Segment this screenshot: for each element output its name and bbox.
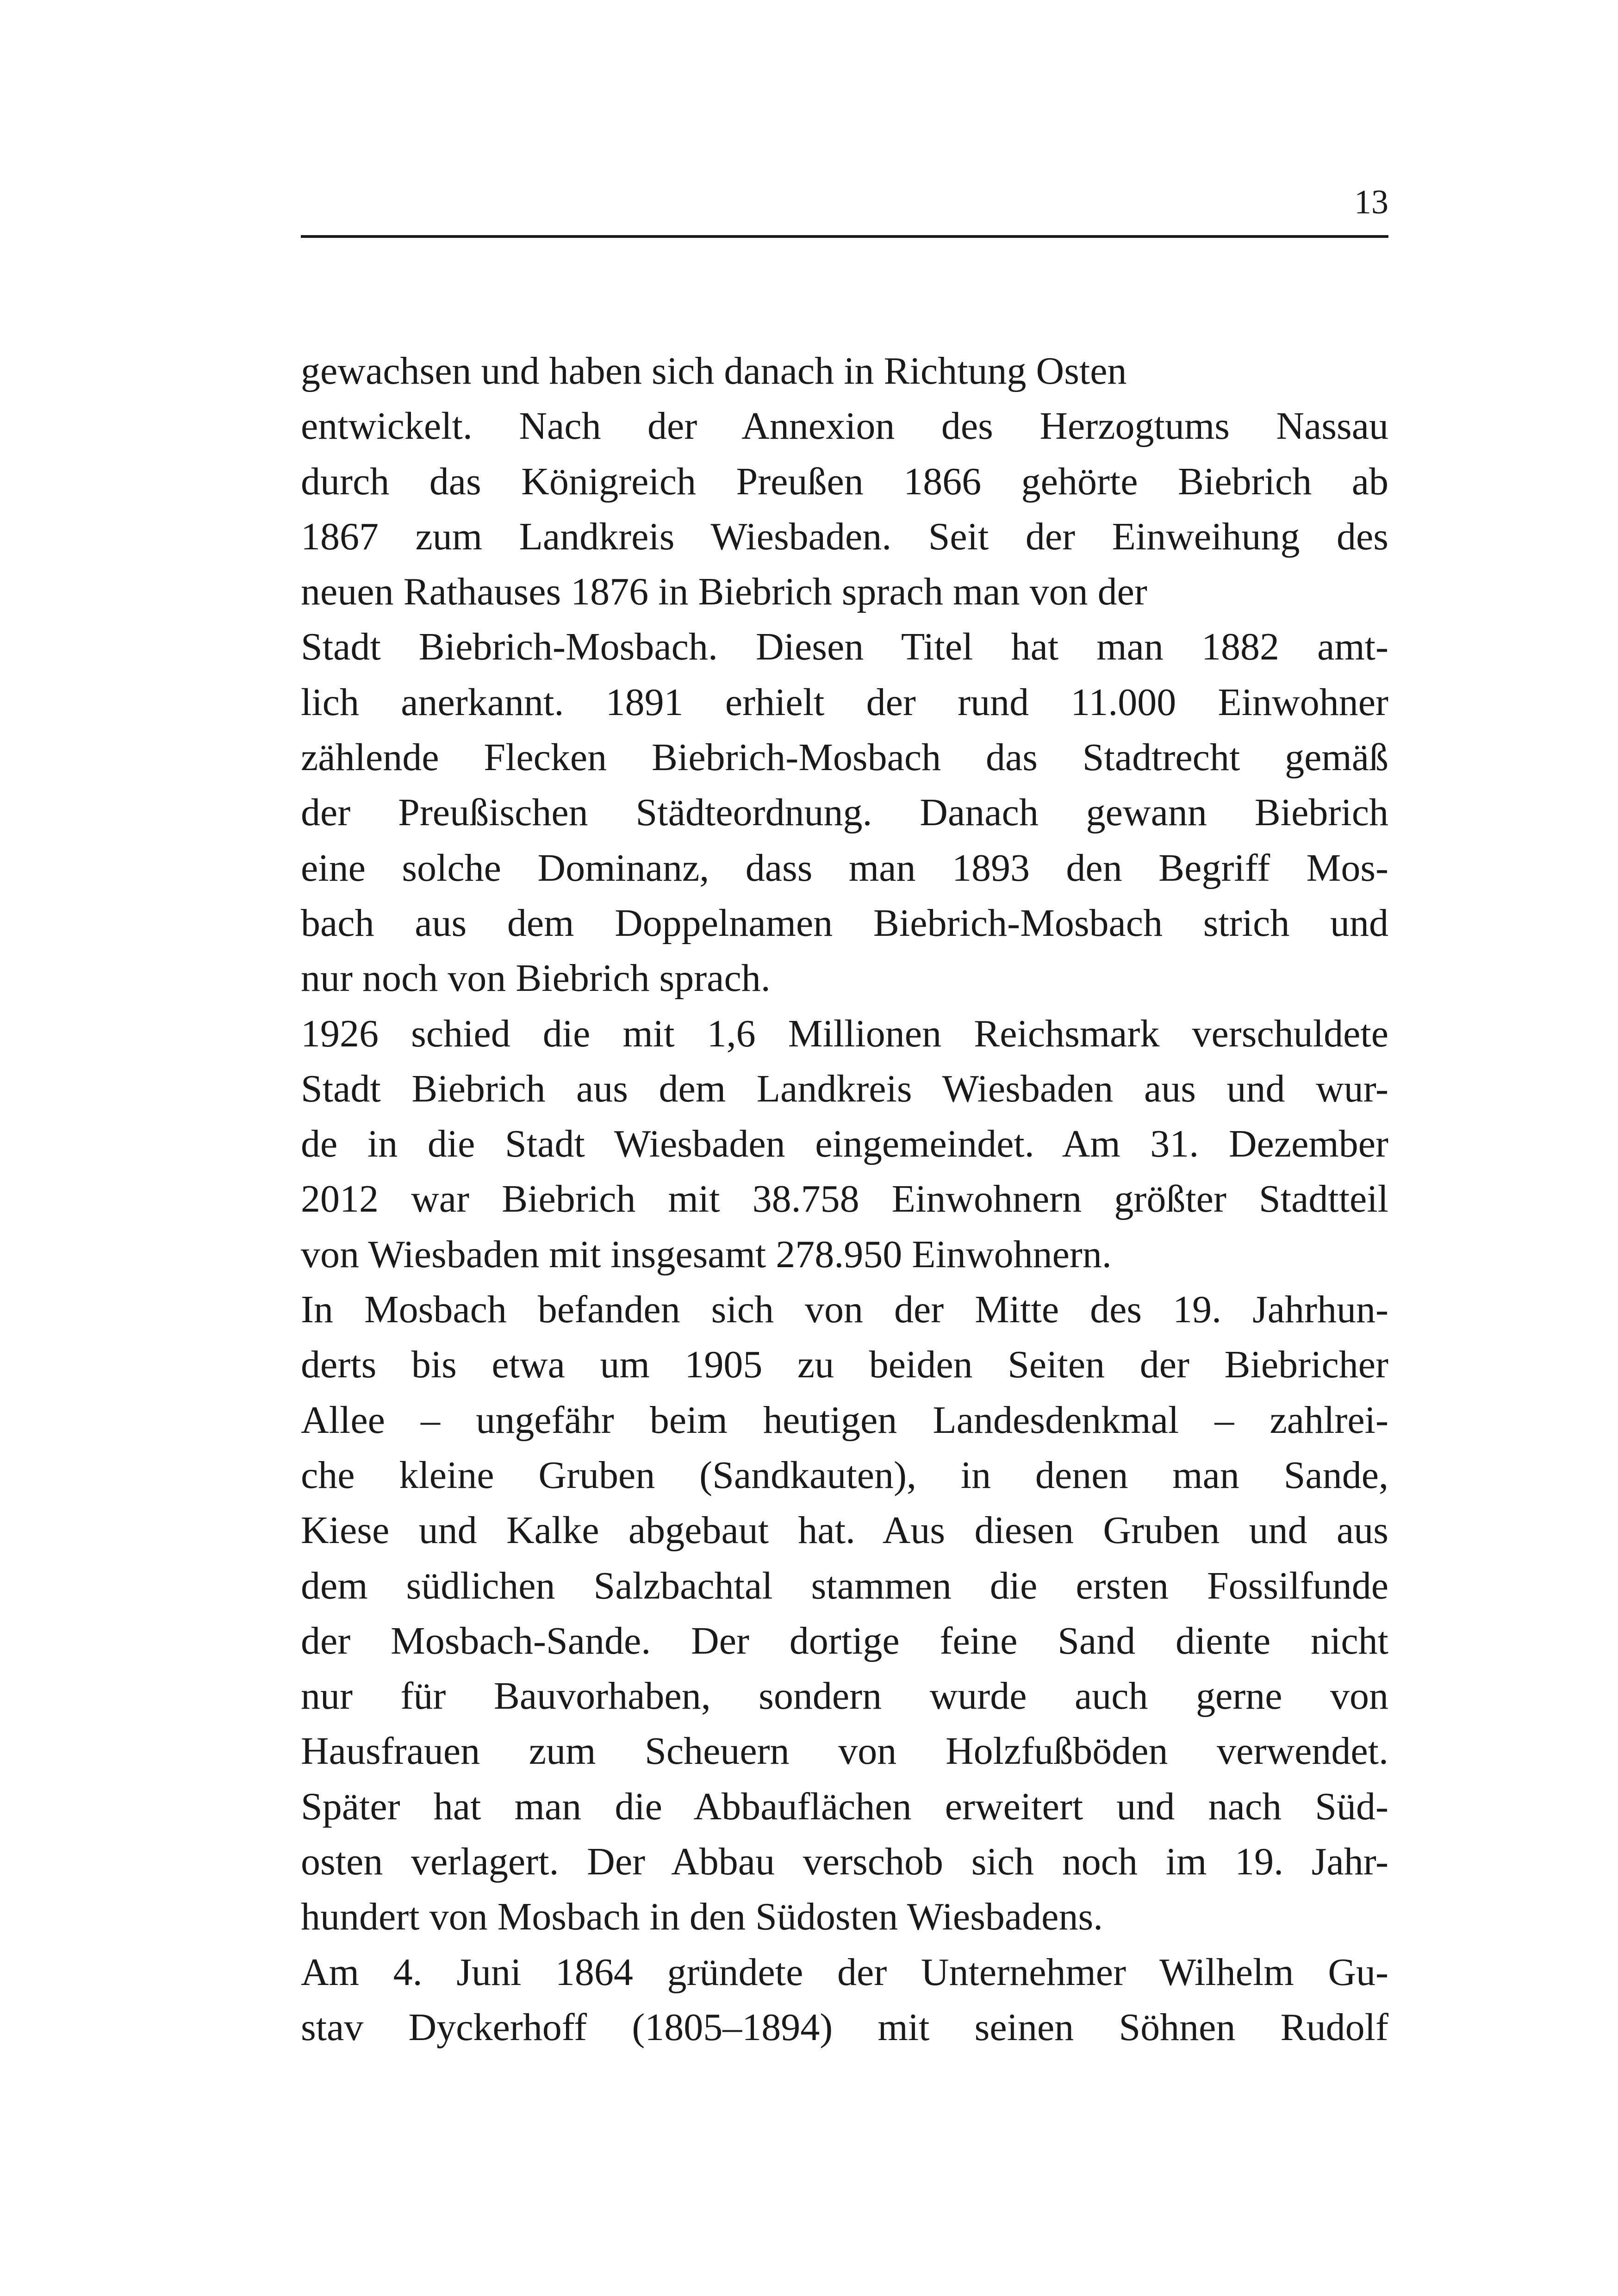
header-rule (301, 235, 1388, 238)
text-line: eine solche Dominanz, dass man 1893 den Begriff Mos- (301, 846, 1388, 890)
text-line: Allee – ungefähr beim heutigen Landesdenkmal – zahlrei- (301, 1398, 1388, 1442)
text-line: bach aus dem Doppelnamen Biebrich-Mosbach strich und (301, 901, 1388, 945)
text-line: Später hat man die Abbauflächen erweitert und nach Süd- (301, 1785, 1388, 1828)
text-line: dem südlichen Salzbachtal stammen die ersten Fossilfunde (301, 1564, 1388, 1607)
text-line: nur für Bauvorhaben, sondern wurde auch gerne von (301, 1674, 1388, 1718)
text-line: hundert von Mosbach in den Südosten Wiesbadens. (301, 1895, 1103, 1939)
page-number: 13 (1354, 183, 1388, 221)
text-line: 1926 schied die mit 1,6 Millionen Reichsmark verschuldete (301, 1012, 1388, 1055)
text-line: der Mosbach-Sande. Der dortige feine Sand diente nicht (301, 1619, 1388, 1662)
text-line: Am 4. Juni 1864 gründete der Unternehmer Wilhelm Gu- (301, 1950, 1388, 1994)
text-line: Stadt Biebrich-Mosbach. Diesen Titel hat man 1882 amt- (301, 625, 1388, 669)
text-line: nur noch von Biebrich sprach. (301, 957, 771, 1000)
text-line: zählende Flecken Biebrich-Mosbach das Stadtrecht gemäß (301, 736, 1388, 779)
text-line: stav Dyckerhoff (1805–1894) mit seinen Söhnen Rudolf (301, 2005, 1388, 2049)
text-line: 2012 war Biebrich mit 38.758 Einwohnern größter Stadtteil (301, 1177, 1388, 1221)
text-line: che kleine Gruben (Sandkauten), in denen man Sande, (301, 1453, 1388, 1497)
text-line: Stadt Biebrich aus dem Landkreis Wiesbaden aus und wur- (301, 1067, 1388, 1110)
text-line: In Mosbach befanden sich von der Mitte des 19. Jahrhun- (301, 1288, 1388, 1332)
text-line: derts bis etwa um 1905 zu beiden Seiten der Biebricher (301, 1343, 1388, 1387)
text-line: der Preußischen Städteordnung. Danach gewann Biebrich (301, 791, 1388, 834)
text-line: neuen Rathauses 1876 in Biebrich sprach man von der (301, 570, 1147, 614)
text-line: gewachsen und haben sich danach in Richtung Osten (301, 349, 1127, 392)
text-line: von Wiesbaden mit insgesamt 278.950 Einwohnern. (301, 1232, 1112, 1276)
text-line: lich anerkannt. 1891 erhielt der rund 11.000 Einwohner (301, 680, 1388, 724)
text-line: de in die Stadt Wiesbaden eingemeindet. Am 31. Dezember (301, 1122, 1388, 1166)
text-line: 1867 zum Landkreis Wiesbaden. Seit der Einweihung des (301, 515, 1388, 558)
text-line: Kiese und Kalke abgebaut hat. Aus diesen Gruben und aus (301, 1509, 1388, 1552)
text-line: durch das Königreich Preußen 1866 gehörte Biebrich ab (301, 460, 1388, 503)
text-line: entwickelt. Nach der Annexion des Herzogtums Nassau (301, 404, 1388, 448)
text-line: Hausfrauen zum Scheuern von Holzfußböden verwendet. (301, 1730, 1388, 1773)
body-text (301, 343, 1388, 2055)
text-line: osten verlagert. Der Abbau verschob sich noch im 19. Jahr- (301, 1840, 1388, 1884)
